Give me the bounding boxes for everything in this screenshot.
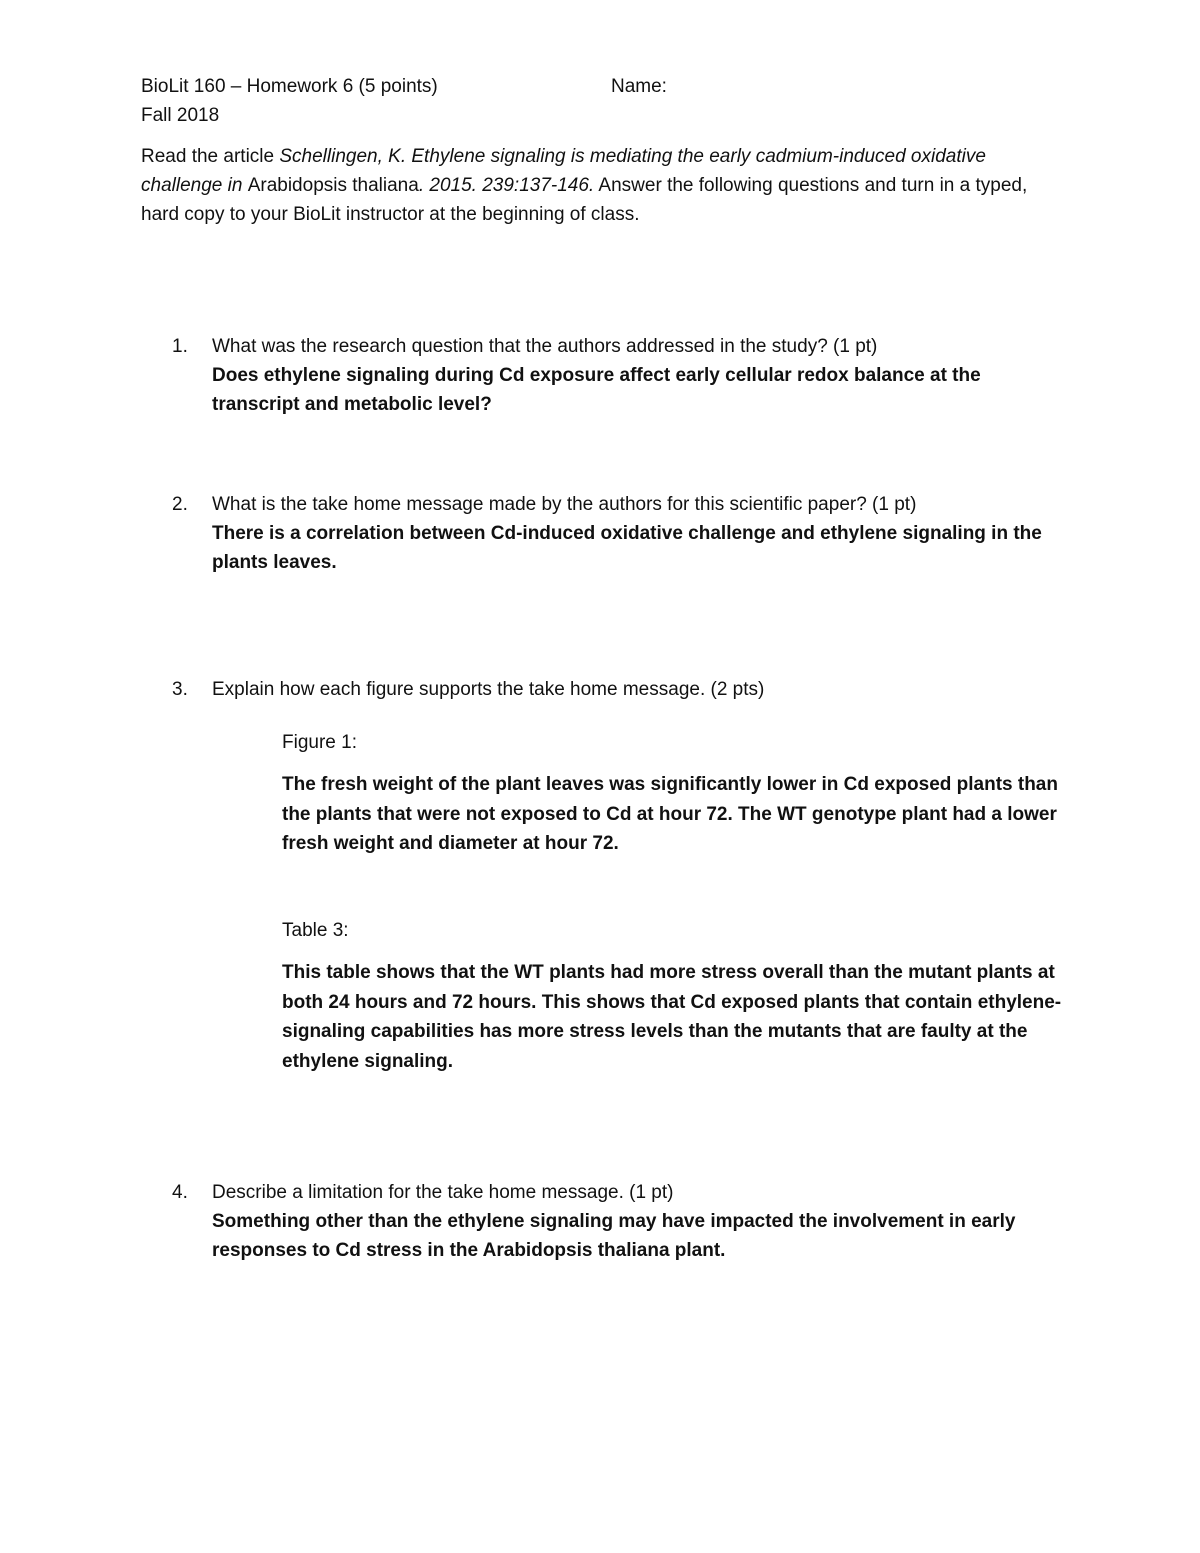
- question-3-number: 3.: [172, 679, 188, 700]
- course-title: BioLit 160 – Homework 6 (5 points): [141, 76, 438, 97]
- table-3-label: Table 3:: [282, 920, 349, 941]
- citation-title: Ethylene signaling is mediating the early cadmium-induced oxidative challenge in: [141, 146, 986, 196]
- term-label: Fall 2018: [141, 105, 220, 126]
- question-3-prompt: Explain how each figure supports the take home message. (2 pts): [212, 679, 765, 700]
- question-4-answer: Something other than the ethylene signaling may have impacted the involvement in early responses to Cd stress in the Arabidopsis thaliana plant.: [212, 1211, 1016, 1261]
- question-2-number: 2.: [172, 494, 188, 515]
- table-3-answer: This table shows that the WT plants had more stress overall than the mutant plants at both 24 hours and 72 hours. This shows that Cd exposed plants that contain ethylene-signaling capabilities has more stress levels than the mutants that are faulty at the ethylene signaling.: [282, 962, 1062, 1072]
- question-2: [212, 490, 1092, 577]
- question-4: [212, 1178, 1092, 1265]
- question-1-answer: Does ethylene signaling during Cd exposure affect early cellular redox balance at the transcript and metabolic level?: [212, 365, 981, 415]
- question-2-prompt: What is the take home message made by the authors for this scientific paper? (1 pt): [212, 494, 917, 515]
- figure-1-answer: The fresh weight of the plant leaves was significantly lower in Cd exposed plants than the plants that were not exposed to Cd at hour 72. The WT genotype plant had a lower fresh weight and diameter at hour 72.: [282, 774, 1058, 854]
- citation-organism: Arabidopsis thaliana: [247, 175, 419, 196]
- intro-lead: Read the article: [141, 146, 280, 167]
- question-1-number: 1.: [172, 336, 188, 357]
- intro-instructions: Answer the following questions and turn in a typed, hard copy to your BioLit instructor at the beginning of class.: [141, 175, 1028, 225]
- question-4-prompt: Describe a limitation for the take home message. (1 pt): [212, 1182, 674, 1203]
- question-1-prompt: What was the research question that the authors addressed in the study? (1 pt): [212, 336, 878, 357]
- question-2-answer: There is a correlation between Cd-induced oxidative challenge and ethylene signaling in the plants leaves.: [212, 523, 1042, 573]
- citation-details: . 2015. 239:137-146.: [418, 175, 595, 196]
- question-1: [212, 332, 1092, 419]
- name-label: Name:: [611, 76, 667, 97]
- intro-paragraph: [141, 142, 1041, 229]
- question-4-number: 4.: [172, 1182, 188, 1203]
- citation-authors: Schellingen, K.: [279, 146, 407, 167]
- figure-1-label: Figure 1:: [282, 732, 357, 753]
